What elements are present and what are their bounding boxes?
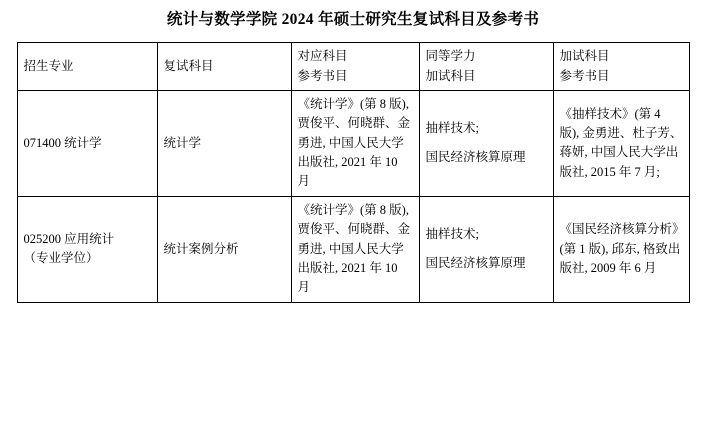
equal-ability-subject-2: 国民经济核算原理	[425, 149, 526, 164]
retest-subjects-table	[17, 42, 690, 303]
column-header-major	[17, 43, 157, 91]
column-header-retest-subject	[157, 43, 291, 91]
document-page	[0, 10, 706, 432]
cell-retest-subject	[157, 90, 291, 196]
cell-extra-reference	[553, 90, 689, 196]
page-title: 统计与数学学院 2024 年硕士研究生复试科目及参考书	[166, 11, 540, 28]
equal-ability-subject-2: 国民经济核算原理	[425, 255, 526, 270]
column-header-extra-reference	[553, 43, 689, 91]
table-header	[17, 43, 689, 91]
column-header-equal-ability	[419, 43, 553, 91]
column-header-equal-ability-line1: 同等学力	[425, 49, 476, 64]
cell-major	[17, 196, 157, 302]
column-header-extra-reference-line2: 参考书目	[559, 68, 610, 83]
cell-extra-reference	[553, 196, 689, 302]
major-name-subtitle: （专业学位）	[23, 251, 99, 266]
spacer	[426, 245, 547, 254]
extra-reference-text-1: 《抽样技术》(第 4 版), 金勇进、杜子芳、蒋妍, 中国人民大学出版社, 2015 年 7 月;	[559, 106, 683, 179]
cell-retest-subject	[157, 196, 291, 302]
cell-major	[17, 90, 157, 196]
retest-subject-name: 统计案例分析	[163, 241, 239, 256]
retest-subject-name: 统计学	[163, 135, 202, 150]
cell-reference	[291, 90, 419, 196]
column-header-major-line1: 招生专业	[23, 58, 74, 73]
table-row	[17, 90, 689, 196]
column-header-reference	[291, 43, 419, 91]
column-header-reference-line2: 参考书目	[297, 68, 348, 83]
table-row	[17, 196, 689, 302]
extra-reference-text-1: 《国民经济核算分析》(第 1 版), 邱东, 格致出版社, 2009 年 6 月	[559, 222, 681, 275]
reference-text: 《统计学》(第 8 版), 贾俊平、何晓群、金勇进, 中国人民大学出版社, 2021 年 10 月	[297, 96, 411, 189]
column-header-retest-subject-line1: 复试科目	[163, 58, 214, 73]
cell-equal-ability-subjects	[419, 196, 553, 302]
major-name: 071400 统计学	[23, 135, 102, 150]
column-header-equal-ability-line2: 加试科目	[425, 68, 476, 83]
spacer	[426, 139, 547, 148]
major-name: 025200 应用统计	[23, 231, 115, 246]
table-body	[17, 90, 689, 302]
column-header-reference-line1: 对应科目	[297, 49, 348, 64]
column-header-extra-reference-line1: 加试科目	[559, 49, 610, 64]
table-header-row	[17, 43, 689, 91]
cell-equal-ability-subjects	[419, 90, 553, 196]
cell-reference	[291, 196, 419, 302]
reference-text: 《统计学》(第 8 版), 贾俊平、何晓群、金勇进, 中国人民大学出版社, 2021 年 10 月	[297, 202, 411, 295]
equal-ability-subject-1: 抽样技术;	[425, 121, 479, 136]
equal-ability-subject-1: 抽样技术;	[425, 227, 479, 242]
